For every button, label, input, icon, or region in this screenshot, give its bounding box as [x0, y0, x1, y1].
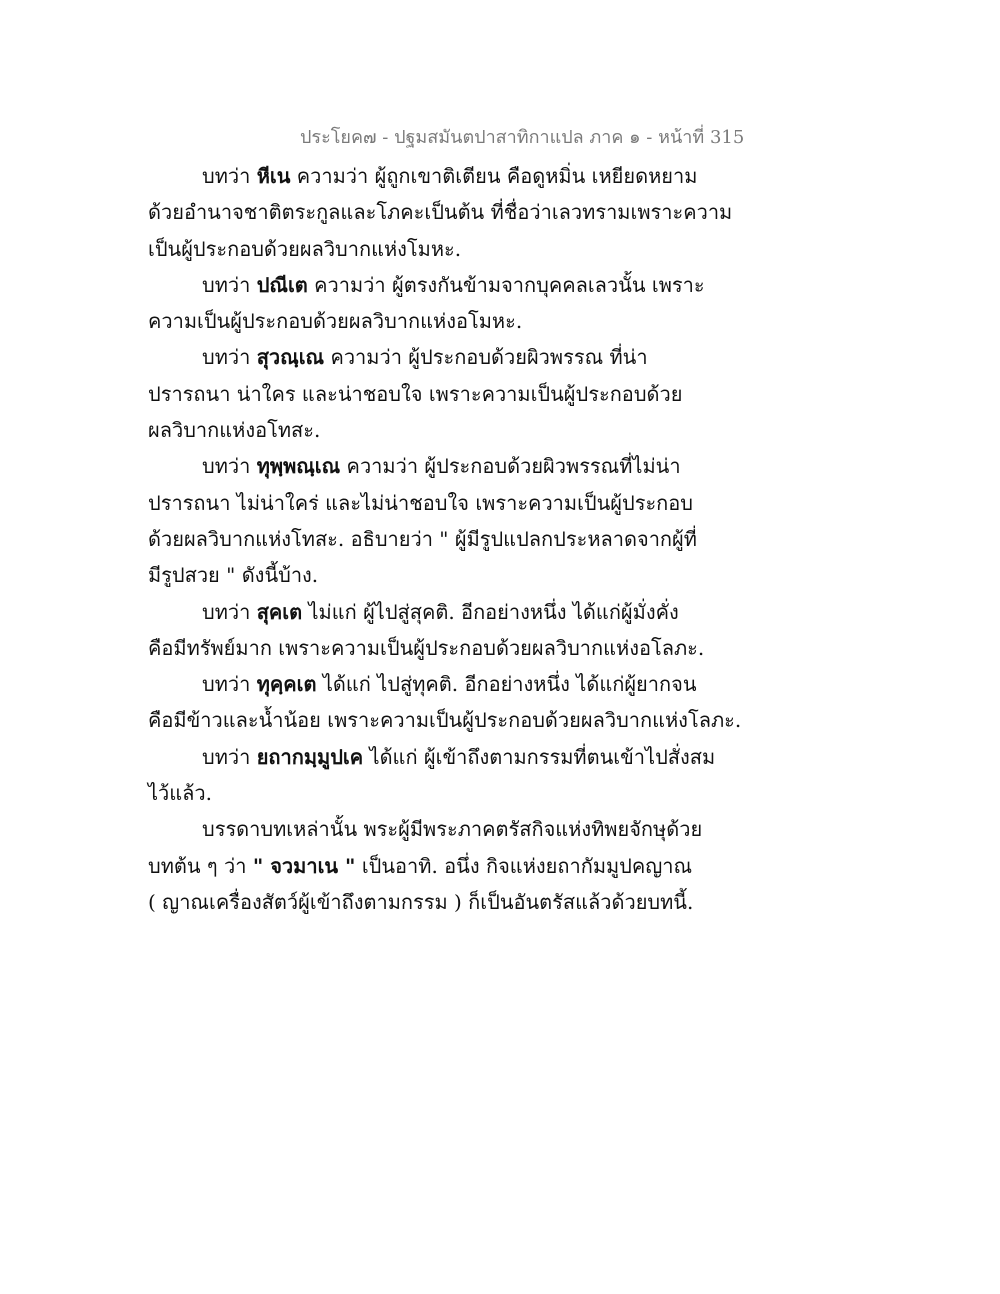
text-line — [148, 884, 708, 920]
text-line — [148, 448, 708, 484]
pali-term: หีเน — [256, 164, 291, 188]
text-run: ไว้แล้ว. — [148, 781, 213, 806]
text-line — [148, 339, 708, 375]
text-run: บทว่า — [202, 164, 257, 188]
pali-term: ยถากมฺมูปเค — [256, 744, 364, 769]
text-line — [148, 485, 708, 521]
text-run: ความว่า ผู้ถูกเขาติเตียน คือดูหมิ่น เหยียดหยาม — [290, 164, 698, 188]
text-line — [148, 158, 708, 194]
text-run: ไม่แก่ ผู้ไปสู่สุคติ. อีกอย่างหนึ่ง ได้แก่ผู้มั่งคั่ง — [302, 599, 679, 624]
pali-term: ทุคฺคเต — [256, 672, 317, 697]
pali-term: สุคเต — [256, 599, 303, 624]
pali-term: สุวณฺเณ — [256, 345, 325, 370]
text-run: ( ญาณเครื่องสัตว์ผู้เข้าถึงตามกรรม ) ก็เป็นอันตรัสแล้วด้วยบทนี้. — [148, 889, 694, 914]
pali-term: " จวมาเน " — [252, 853, 356, 878]
text-run: บทว่า — [202, 454, 257, 479]
text-run: บทว่า — [202, 744, 257, 769]
text-run: เป็นอาทิ. อนึ่ง กิจแห่งยถากัมมูปคญาณ — [355, 853, 693, 878]
text-line — [148, 194, 733, 230]
text-run: ความเป็นผู้ประกอบด้วยผลวิบากแห่งอโมหะ. — [148, 309, 523, 334]
text-run: เป็นผู้ประกอบด้วยผลวิบากแห่งโมหะ. — [148, 236, 462, 261]
text-run: บทว่า — [202, 672, 257, 697]
text-line — [148, 231, 708, 267]
text-run: ปรารถนา ไม่น่าใคร่ และไม่น่าชอบใจ เพราะความเป็นผู้ประกอบ — [148, 490, 693, 515]
text-run: ได้แก่ ผู้เข้าถึงตามกรรมที่ตนเข้าไปสั่งสม — [363, 744, 716, 769]
text-run: ด้วยผลวิบากแห่งโทสะ. อธิบายว่า " ผู้มีรูปแปลกประหลาดจากผู้ที่ — [148, 526, 697, 551]
text-run: ด้วยอำนาจชาติตระกูลและโภคะเป็นต้น ที่ชื่อว่าเลวทรามเพราะความ — [148, 200, 733, 225]
text-line — [148, 267, 708, 303]
text-run: คือมีทรัพย์มาก เพราะความเป็นผู้ประกอบด้วยผลวิบากแห่งอโลภะ. — [148, 635, 705, 660]
text-line — [148, 739, 716, 775]
text-run: บทว่า — [202, 345, 257, 370]
text-line — [148, 557, 708, 593]
body-text — [148, 158, 742, 920]
page-header: ประโยค๗ - ปฐมสมันตปาสาทิกาแปล ภาค ๑ - หน้าที่ 315 — [300, 127, 745, 148]
text-run: ผลวิบากแห่งอโทสะ. — [148, 418, 321, 443]
text-run: บทว่า — [202, 272, 257, 297]
text-line — [148, 303, 708, 339]
pali-term: ทุพฺพณฺเณ — [256, 454, 341, 479]
text-line — [148, 376, 708, 412]
pali-term: ปณีเต — [256, 272, 308, 297]
text-run: ความว่า ผู้ประกอบด้วยผิวพรรณที่ไม่น่า — [340, 454, 681, 479]
text-line — [148, 630, 708, 666]
text-run: มีรูปสวย " ดังนี้บ้าง. — [148, 563, 319, 588]
text-line — [148, 848, 708, 884]
text-line — [148, 811, 708, 847]
text-run: ได้แก่ ไปสู่ทุคติ. อีกอย่างหนึ่ง ได้แก่ผู้ยากจน — [316, 672, 697, 697]
text-line — [148, 594, 708, 630]
text-run: ความว่า ผู้ประกอบด้วยผิวพรรณ ที่น่า — [324, 345, 648, 370]
text-run: ปรารถนา น่าใคร และน่าชอบใจ เพราะความเป็นผู้ประกอบด้วย — [148, 381, 683, 406]
text-line — [148, 666, 708, 702]
text-run: คือมีข้าวและน้ำน้อย เพราะความเป็นผู้ประกอบด้วยผลวิบากแห่งโลภะ. — [148, 708, 742, 733]
text-line — [148, 775, 708, 811]
text-line — [148, 702, 742, 738]
text-line — [148, 412, 708, 448]
text-line — [148, 521, 708, 557]
text-run: บทว่า — [202, 599, 257, 624]
text-run: บรรดาบทเหล่านั้น พระผู้มีพระภาคตรัสกิจแห่งทิพยจักษุด้วย — [202, 817, 703, 842]
text-run: บทต้น ๆ ว่า — [148, 853, 253, 878]
text-run: ความว่า ผู้ตรงกันข้ามจากบุคคลเลวนั้น เพราะ — [307, 272, 705, 297]
